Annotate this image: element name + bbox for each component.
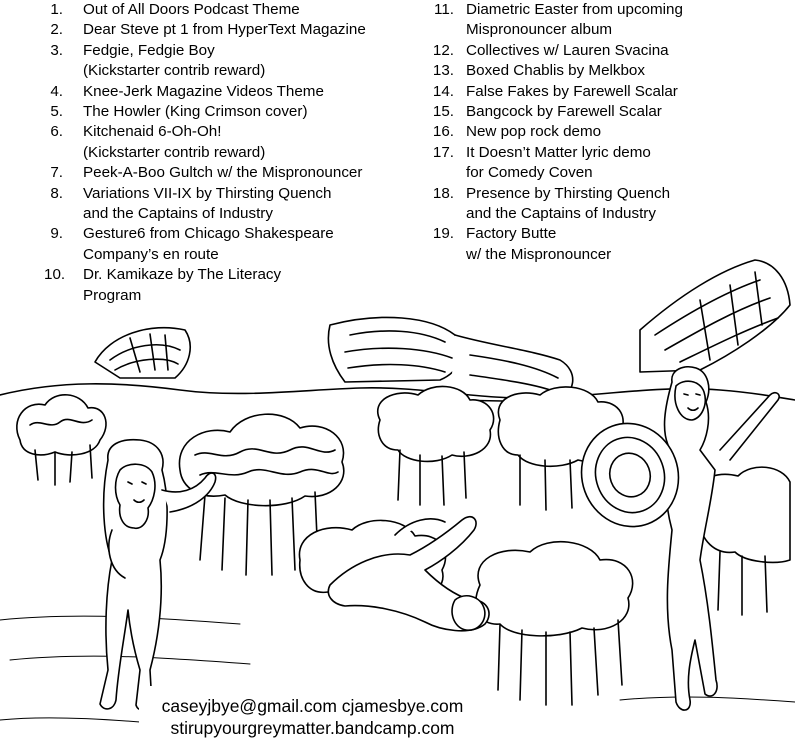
track-title: Dr. Kamikaze by The Literacy: [83, 266, 282, 284]
track-number: 5.: [50, 103, 63, 121]
track-title: New pop rock demo: [466, 123, 602, 141]
track-number: 1.: [50, 1, 63, 18]
track-item: [44, 82, 424, 102]
track-title: Gesture6 from Chicago Shakespeare: [83, 225, 334, 243]
track-item: [428, 41, 788, 61]
track-title: Boxed Chablis by Melkbox: [466, 62, 645, 80]
track-number: 9.: [50, 225, 63, 243]
track-number: 6.: [50, 123, 63, 141]
track-number: 13.: [432, 62, 454, 80]
track-item: [428, 82, 788, 102]
track-title: Out of All Doors Podcast Theme: [83, 1, 300, 18]
track-item: [428, 61, 788, 81]
track-number: 18.: [432, 184, 454, 202]
track-title: Presence by Thirsting Quench: [466, 184, 671, 202]
track-title: Peek-A-Boo Gultch w/ the Mispronouncer: [83, 164, 363, 182]
track-title-line2: w/ the Mispronouncer: [466, 245, 612, 263]
track-title: Diametric Easter from upcoming: [466, 1, 683, 18]
tracklist-right: [428, 0, 788, 265]
track-item: [44, 184, 424, 225]
track-title: Collectives w/ Lauren Svacina: [466, 41, 669, 59]
track-title: Knee-Jerk Magazine Videos Theme: [83, 82, 324, 100]
track-title-line2: Company’s en route: [83, 245, 219, 263]
track-item: [44, 265, 424, 306]
track-number: 4.: [50, 82, 63, 100]
track-title-line2: and the Captains of Industry: [83, 205, 273, 223]
track-number: 10.: [44, 266, 66, 284]
track-title: Variations VII-IX by Thirsting Quench: [83, 184, 332, 202]
track-title-line2: (Kickstarter contrib reward): [83, 62, 266, 80]
track-title: Dear Steve pt 1 from HyperText Magazine: [83, 21, 366, 39]
track-title-line2: (Kickstarter contrib reward): [83, 143, 266, 161]
track-number: 15.: [432, 103, 454, 121]
track-title-line2: Program: [83, 286, 142, 304]
track-title: It Doesn’t Matter lyric demo: [466, 143, 651, 161]
tree-cluster-left: [17, 395, 106, 485]
track-item: [428, 0, 788, 41]
track-item: [44, 102, 424, 122]
track-item: [44, 0, 424, 20]
track-title: Kitchenaid 6-Oh-Oh!: [83, 123, 222, 141]
tracklist-left: [44, 0, 424, 306]
track-title: Fedgie, Fedgie Boy: [83, 41, 215, 59]
track-item: [428, 122, 788, 142]
track-item: [428, 184, 788, 225]
rock-outcrop-left: [95, 328, 190, 378]
track-number: 17.: [432, 143, 454, 161]
track-title-line2: and the Captains of Industry: [466, 205, 656, 223]
contact-email-website: caseyjbye@gmail.com cjamesbye.com: [161, 696, 464, 716]
track-item: [44, 122, 424, 163]
track-title: False Fakes by Farewell Scalar: [466, 82, 678, 100]
track-item: [428, 224, 788, 265]
track-number: 14.: [432, 82, 454, 100]
track-title: The Howler (King Crimson cover): [83, 103, 308, 121]
track-number: 7.: [50, 164, 63, 182]
track-number: 3.: [50, 41, 63, 59]
contact-bandcamp: stirupyourgreymatter.bandcamp.com: [170, 717, 455, 738]
track-number: 11.: [434, 1, 454, 18]
track-item: [44, 224, 424, 265]
track-number: 19.: [432, 225, 454, 243]
track-title-line2: for Comedy Coven: [466, 164, 593, 182]
track-item: [428, 102, 788, 122]
track-number: 12.: [432, 41, 454, 59]
contact-box: [139, 686, 486, 750]
track-number: 16.: [432, 123, 454, 141]
track-item: [44, 20, 424, 40]
track-item: [44, 41, 424, 82]
track-title-line2: Mispronouncer album: [466, 21, 613, 39]
track-number: 8.: [50, 184, 63, 202]
rock-outcrop-right: [640, 260, 790, 372]
track-item: [44, 163, 424, 183]
track-number: 2.: [50, 21, 63, 39]
track-title: Bangcock by Farewell Scalar: [466, 103, 662, 121]
track-item: [428, 143, 788, 184]
track-title: Factory Butte: [466, 225, 557, 243]
